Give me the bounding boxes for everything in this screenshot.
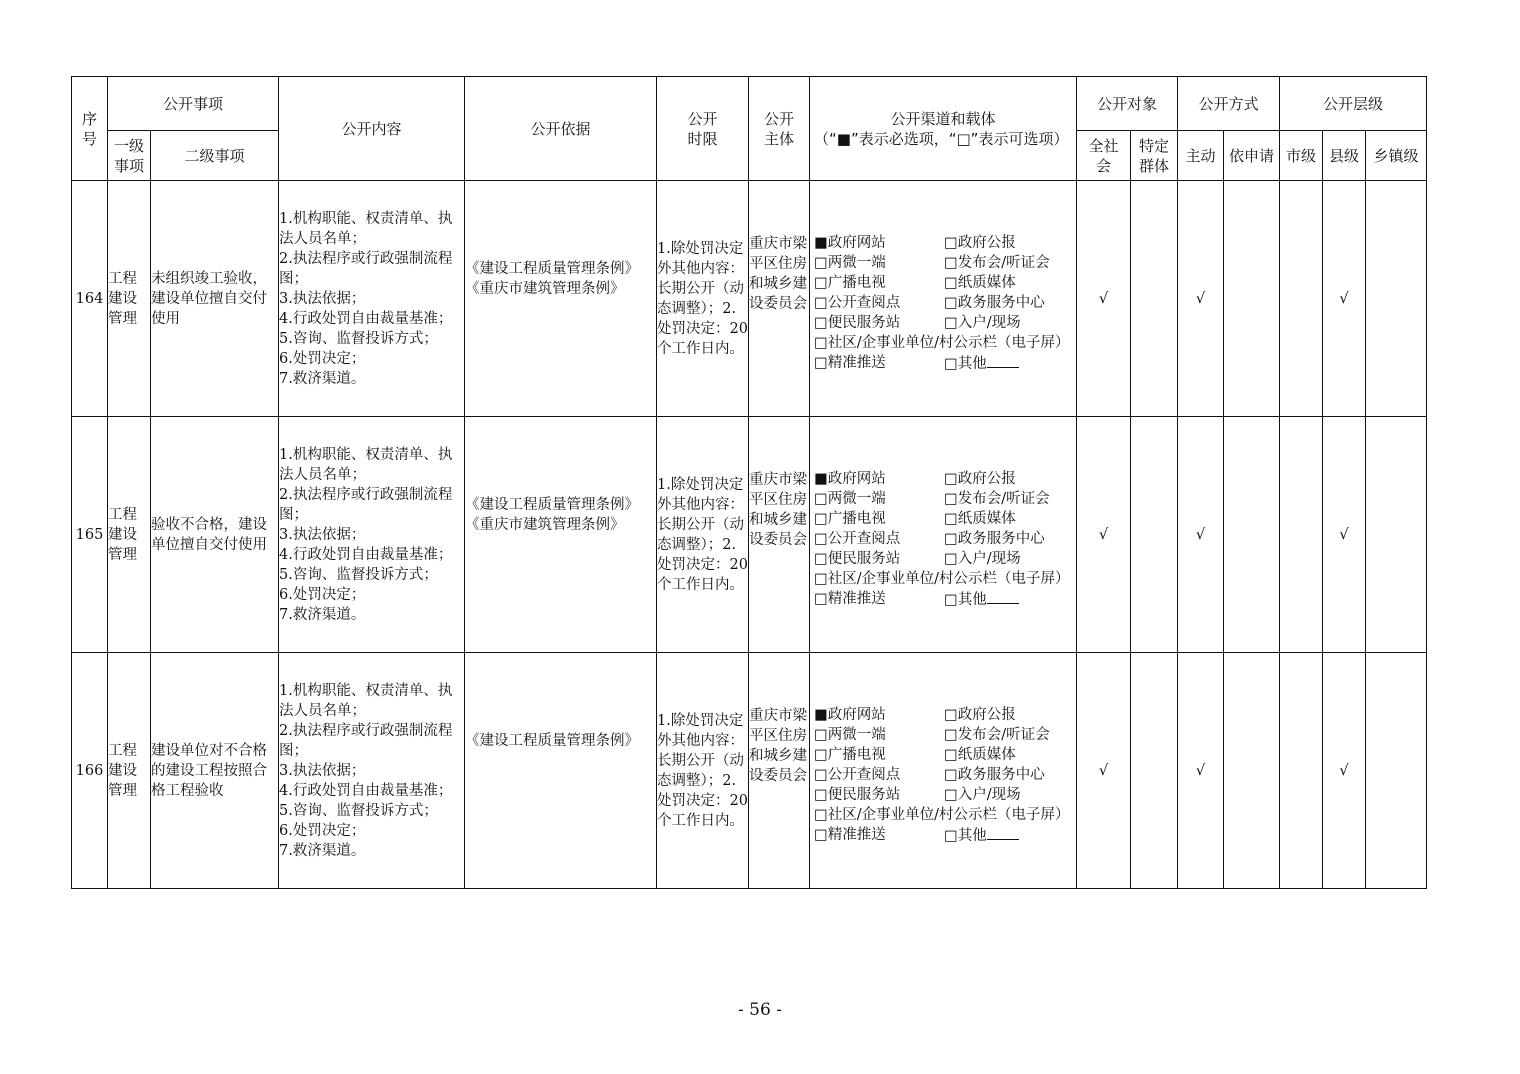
row-basis: 《建设工程质量管理条例》《重庆市建筑管理条例》 — [465, 417, 657, 653]
channel-option: □政府公报 — [944, 235, 1016, 251]
mark-request — [1224, 653, 1280, 889]
header-method-active: 主动 — [1178, 131, 1224, 181]
header-level1: 一级事项 — [108, 131, 151, 181]
header-subject: 公开主体 — [749, 77, 810, 181]
row-level2: 未组织竣工验收，建设单位擅自交付使用 — [151, 181, 279, 417]
channel-option: □便民服务站 — [814, 315, 901, 331]
header-target-all: 全社会 — [1077, 131, 1131, 181]
header-time-limit: 公开时限 — [657, 77, 749, 181]
channel-title: 公开渠道和载体 — [890, 109, 996, 128]
header-method: 公开方式 — [1178, 77, 1280, 131]
header-tier-county: 县级 — [1323, 131, 1366, 181]
content-line: 2.执法程序或行政强制流程图； — [279, 486, 453, 523]
header-tier-town: 乡镇级 — [1366, 131, 1427, 181]
content-line: 6.处罚决定； — [279, 350, 366, 367]
row-time-limit: 1.除处罚决定外其他内容：长期公开（动态调整）；2.处罚决定：20个工作日内。 — [657, 181, 749, 417]
content-line: 7.救济渠道。 — [279, 370, 366, 387]
mark-active: √ — [1178, 653, 1224, 889]
header-method-request: 依申请 — [1224, 131, 1280, 181]
row-channels — [810, 653, 1077, 889]
channel-other: □其他 — [944, 828, 987, 844]
channel-option: □广播电视 — [814, 511, 886, 527]
channel-option: □政务服务中心 — [944, 531, 1045, 547]
channel-option: □便民服务站 — [814, 551, 901, 567]
row-time-limit: 1.除处罚决定外其他内容：长期公开（动态调整）；2.处罚决定：20个工作日内。 — [657, 417, 749, 653]
content-line: 5.咨询、监督投诉方式； — [279, 330, 438, 347]
content-line: 1.机构职能、权责清单、执法人员名单； — [279, 446, 453, 483]
row-subject: 重庆市梁平区住房和城乡建设委员会 — [749, 181, 810, 417]
mark-city — [1280, 181, 1323, 417]
mark-all: √ — [1077, 417, 1131, 653]
channel-other-wrap — [944, 353, 1074, 374]
other-blank-line — [987, 589, 1019, 604]
channel-option: □入户/现场 — [944, 787, 1021, 803]
channel-option: □政府公报 — [944, 707, 1016, 723]
channel-option: □公开查阅点 — [814, 767, 901, 783]
content-line: 3.执法依据； — [279, 526, 366, 543]
channel-option: □便民服务站 — [814, 787, 901, 803]
row-channels — [810, 417, 1077, 653]
content-line: 2.执法程序或行政强制流程图； — [279, 722, 453, 759]
channel-note: （“■”表示必选项，“□”表示可选项） — [814, 129, 1069, 148]
mark-city — [1280, 653, 1323, 889]
row-level1: 工程建设管理 — [108, 181, 151, 417]
channel-option: ■政府网站 — [814, 707, 886, 723]
mark-specific — [1131, 653, 1178, 889]
mark-request — [1224, 181, 1280, 417]
row-basis: 《建设工程质量管理条例》《重庆市建筑管理条例》 — [465, 181, 657, 417]
content-line: 7.救济渠道。 — [279, 842, 366, 859]
channel-option: □公开查阅点 — [814, 295, 901, 311]
channel-option: □政务服务中心 — [944, 295, 1045, 311]
mark-county: √ — [1323, 181, 1366, 417]
other-blank-line — [987, 353, 1019, 368]
row-time-limit: 1.除处罚决定外其他内容：长期公开（动态调整）；2.处罚决定：20个工作日内。 — [657, 653, 749, 889]
row-level2: 建设单位对不合格的建设工程按照合格工程验收 — [151, 653, 279, 889]
channel-push: □精准推送 — [814, 827, 886, 843]
channel-community: □社区/企事业单位/村公示栏（电子屏） — [814, 335, 1070, 351]
other-blank-line — [987, 825, 1019, 840]
table-row — [72, 653, 1427, 889]
channel-push: □精准推送 — [814, 591, 886, 607]
row-content — [279, 417, 465, 653]
header-basis: 公开依据 — [465, 77, 657, 181]
content-line: 5.咨询、监督投诉方式； — [279, 566, 438, 583]
channel-option: □政府公报 — [944, 471, 1016, 487]
row-content — [279, 653, 465, 889]
table-row — [72, 417, 1427, 653]
mark-active: √ — [1178, 181, 1224, 417]
content-line: 4.行政处罚自由裁量基准； — [279, 782, 453, 799]
mark-specific — [1131, 181, 1178, 417]
mark-city — [1280, 417, 1323, 653]
channel-community: □社区/企事业单位/村公示栏（电子屏） — [814, 807, 1070, 823]
content-line: 7.救济渠道。 — [279, 606, 366, 623]
mark-request — [1224, 417, 1280, 653]
header-target-specific: 特定群体 — [1131, 131, 1178, 181]
content-line: 3.执法依据； — [279, 290, 366, 307]
channel-option: □发布会/听证会 — [944, 255, 1050, 271]
content-line: 2.执法程序或行政强制流程图； — [279, 250, 453, 287]
row-subject: 重庆市梁平区住房和城乡建设委员会 — [749, 417, 810, 653]
content-line: 4.行政处罚自由裁量基准； — [279, 310, 453, 327]
channel-community: □社区/企事业单位/村公示栏（电子屏） — [814, 571, 1070, 587]
channel-option: □发布会/听证会 — [944, 727, 1050, 743]
channel-option: □发布会/听证会 — [944, 491, 1050, 507]
mark-town — [1366, 181, 1427, 417]
mark-county: √ — [1323, 653, 1366, 889]
header-items: 公开事项 — [108, 77, 279, 131]
row-seq: 165 — [72, 417, 108, 653]
row-seq: 164 — [72, 181, 108, 417]
content-line: 1.机构职能、权责清单、执法人员名单； — [279, 682, 453, 719]
content-line: 1.机构职能、权责清单、执法人员名单； — [279, 210, 453, 247]
mark-all: √ — [1077, 181, 1131, 417]
channel-option: □广播电视 — [814, 747, 886, 763]
mark-specific — [1131, 417, 1178, 653]
row-basis: 《建设工程质量管理条例》 — [465, 653, 657, 889]
header-seq: 序号 — [72, 77, 108, 181]
channel-option: □政务服务中心 — [944, 767, 1045, 783]
mark-all: √ — [1077, 653, 1131, 889]
content-line: 6.处罚决定； — [279, 822, 366, 839]
header-content: 公开内容 — [279, 77, 465, 181]
channel-option: □入户/现场 — [944, 551, 1021, 567]
channel-push: □精准推送 — [814, 355, 886, 371]
row-subject: 重庆市梁平区住房和城乡建设委员会 — [749, 653, 810, 889]
row-channels — [810, 181, 1077, 417]
header-tier: 公开层级 — [1280, 77, 1427, 131]
header-level2: 二级事项 — [151, 131, 279, 181]
channel-option: □两微一端 — [814, 727, 886, 743]
mark-town — [1366, 653, 1427, 889]
page-number: - 56 - — [738, 1000, 782, 1020]
channel-option: □两微一端 — [814, 255, 886, 271]
row-seq: 166 — [72, 653, 108, 889]
channel-other: □其他 — [944, 592, 987, 608]
row-level2: 验收不合格，建设单位擅自交付使用 — [151, 417, 279, 653]
header-target: 公开对象 — [1077, 77, 1178, 131]
mark-county: √ — [1323, 417, 1366, 653]
channel-option: ■政府网站 — [814, 235, 886, 251]
content-line: 5.咨询、监督投诉方式； — [279, 802, 438, 819]
row-content — [279, 181, 465, 417]
channel-other: □其他 — [944, 356, 987, 372]
content-line: 3.执法依据； — [279, 762, 366, 779]
disclosure-table — [71, 76, 1427, 889]
channel-option: □纸质媒体 — [944, 275, 1016, 291]
header-channel — [810, 77, 1077, 181]
header-tier-city: 市级 — [1280, 131, 1323, 181]
content-line: 6.处罚决定； — [279, 586, 366, 603]
channel-option: ■政府网站 — [814, 471, 886, 487]
table-row — [72, 181, 1427, 417]
channel-other-wrap — [944, 825, 1074, 846]
row-level1: 工程建设管理 — [108, 417, 151, 653]
channel-other-wrap — [944, 589, 1074, 610]
channel-option: □公开查阅点 — [814, 531, 901, 547]
content-line: 4.行政处罚自由裁量基准； — [279, 546, 453, 563]
channel-option: □纸质媒体 — [944, 747, 1016, 763]
mark-active: √ — [1178, 417, 1224, 653]
channel-option: □纸质媒体 — [944, 511, 1016, 527]
channel-option: □两微一端 — [814, 491, 886, 507]
mark-town — [1366, 417, 1427, 653]
row-level1: 工程建设管理 — [108, 653, 151, 889]
channel-option: □入户/现场 — [944, 315, 1021, 331]
channel-option: □广播电视 — [814, 275, 886, 291]
